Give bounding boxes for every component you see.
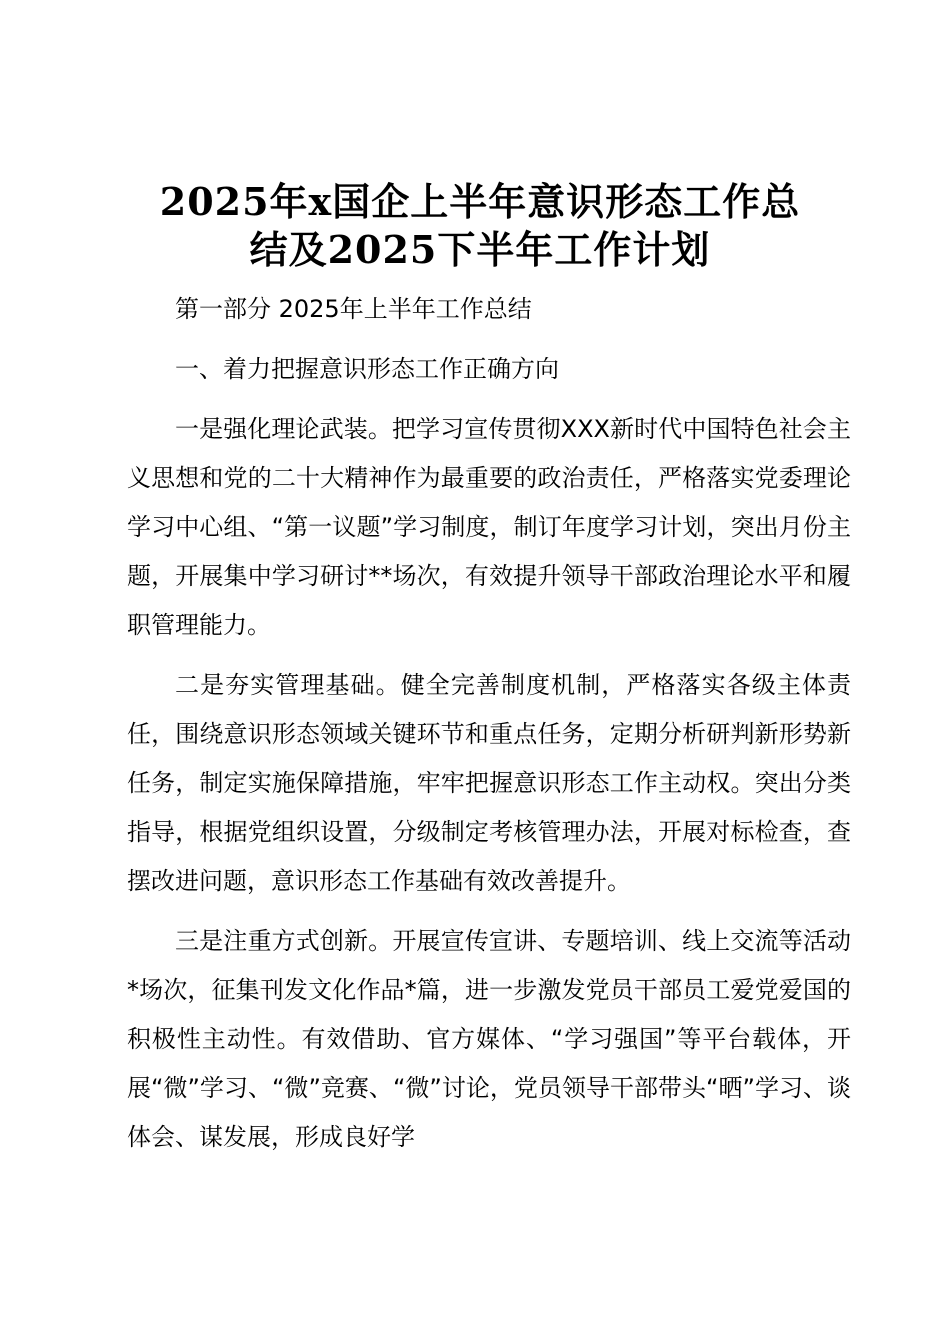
paragraph-theory: 一是强化理论武装。把学习宣传贯彻XXX新时代中国特色社会主义思想和党的二十大精神作为最重要的政治责任，严格落实党委理论学习中心组、“第一议题”学习制度，制订年度学习计划，突出月份主题，开展集中学习研讨**场次，有效提升领导干部政治理论水平和履职管理能力。: [127, 415, 851, 639]
part-heading: 第一部分 2025年上半年工作总结: [175, 295, 532, 323]
document-title: [110, 178, 850, 274]
paragraph-management: 二是夯实管理基础。健全完善制度机制，严格落实各级主体责任，围绕意识形态领域关键环节和重点任务，定期分析研判新形势新任务，制定实施保障措施，牢牢把握意识形态工作主动权。突出分类指导，根据党组织设置，分级制定考核管理办法，开展对标检查，查摆改进问题，意识形态工作基础有效改善提升。: [127, 671, 851, 895]
title-line-1: 2025年x国企上半年意识形态工作总: [159, 179, 801, 224]
paragraph-innovation: 三是注重方式创新。开展宣传宣讲、专题培训、线上交流等活动*场次，征集刊发文化作品*篇，进一步激发党员干部员工爱党爱国的积极性主动性。有效借助、官方媒体、“学习强国”等平台载体，开展“微”学习、“微”竞赛、“微”讨论，党员领导干部带头“晒”学习、谈体会、谋发展，形成良好学: [127, 927, 851, 1151]
document-body: [127, 285, 851, 1162]
section-heading: 一、着力把握意识形态工作正确方向: [175, 355, 559, 383]
title-line-2: 结及2025下半年工作计划: [249, 227, 711, 272]
